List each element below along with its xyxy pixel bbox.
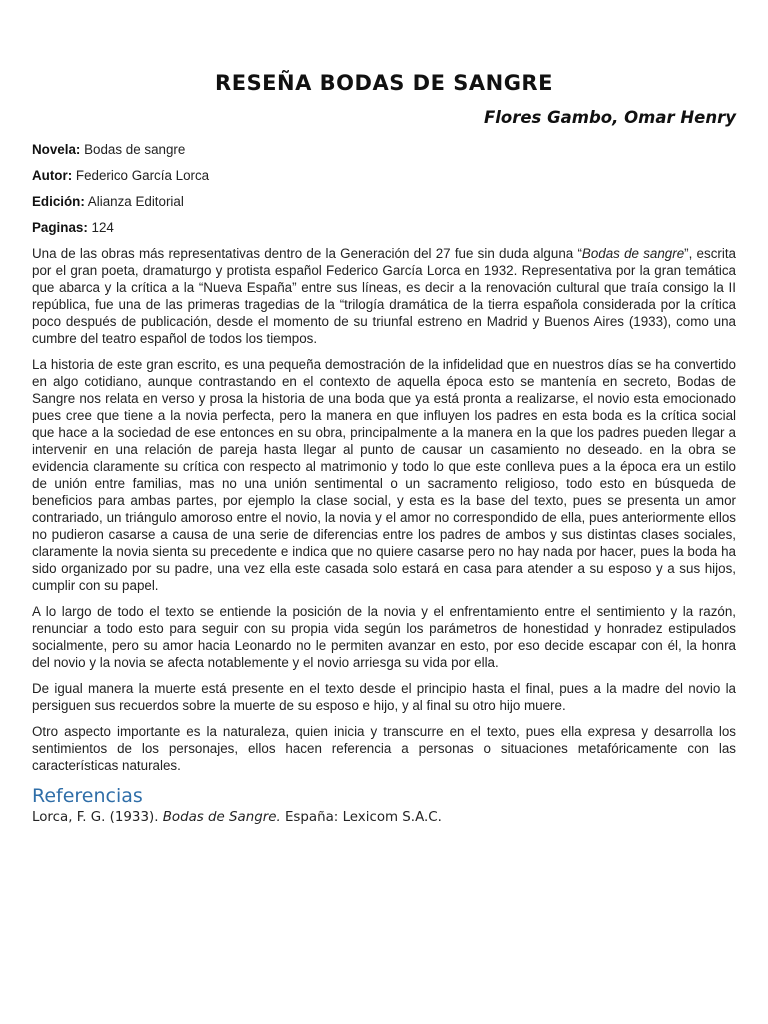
paragraph-intro (32, 245, 736, 347)
paragraph-text: Una de las obras más representativas dentro de la Generación del 27 fue sin duda alguna “ (32, 246, 582, 261)
paragraph-bride: A lo largo de todo el texto se entiende la posición de la novia y el enfrentamiento entre el sentimiento y la razón, renunciar a todo esto para seguir con su propia vida según los parámetros de honestidad y honradez estipulados socialmente, pero su amor hacia Leonardo no le permiten avanzar en esto, por eso decide escapar con él, la honra del novio y la novia se afecta notablemente y el novio arriesga su vida por ella. (32, 604, 736, 670)
reference-text: España: Lexicom S.A.C. (280, 810, 442, 825)
reference-text: Lorca, F. G. (1933). (32, 810, 163, 825)
meta-edicion (32, 193, 736, 210)
references-heading: Referencias (32, 785, 143, 807)
meta-value: 124 (87, 220, 114, 235)
meta-value: Federico García Lorca (72, 168, 210, 183)
meta-value: Bodas de sangre (80, 142, 186, 157)
meta-novela (32, 141, 736, 158)
paragraph-italic-title: Bodas de sangre (581, 246, 685, 261)
meta-label: Paginas: (32, 220, 88, 235)
reference-italic-title: Bodas de Sangre. (162, 810, 281, 825)
meta-label: Autor: (32, 168, 73, 183)
paragraph-text: ”, escrita por el gran poeta, dramaturgo y protista español Federico García Lorca en 1932. Representativa por la gran temática que abarca y la crítica a la “Nueva España” entre sus líneas, es decir a la renovación cultural que traía consigo la II república, fue una de las primeras tragedias de la “trilogía dramática de la tierra española considerada por la crítica poco después de publicación, desde el momento de su triunfal estreno en Madrid y Buenos Aires (1933), como una cumbre del teatro español de todos los tiempos. (32, 246, 736, 346)
paragraph-story: La historia de este gran escrito, es una pequeña demostración de la infidelidad que en nuestros días se ha convertido en algo cotidiano, aunque contrastando en el contexto de aquella época esto se mantenía en secreto, Bodas de Sangre nos relata en verso y prosa la historia de una boda que ya está pronta a realizarse, el novio esta emocionado pues cree que tiene a la novia perfecta, pero la manera en que influyen los padres en esta boda es la crítica social que hace a la sociedad de ese entonces en su obra, principalmente a la manera en la que los padres pueden llegar a intervenir en una relación de pareja hasta llegar al punto de causar un casamiento no deseado. en la obra se evidencia claramente su crítica con respecto al matrimonio y todo lo que este conlleva pues a la época era un estilo de unión entre familias, mas no una unión sentimental o un sacramento religioso, todo esto en búsqueda de beneficios para ambas partes, por ejemplo la clase social, y esta es la base del texto, pues se presenta un amor contrariado, un triángulo amoroso entre el novio, la novia y el amor no correspondido de ella, pues anteriormente ellos no pudieron casarse a causa de una serie de diferencias entre los padres de ambos y sus distintas clases sociales, claramente la novia sienta su precedente e indica que no quiere casarse pero no hay nada por hacer, pues la boda ha sido organizado por su padre, una vez ella este casada solo estará en casa para atender a su esposo y a sus hijos, cumplir con su papel. (32, 357, 736, 593)
reference-entry (32, 809, 736, 827)
paragraph-nature: Otro aspecto importante es la naturaleza, quien inicia y transcurre en el texto, pues ella expresa y desarrolla los sentimientos de los personajes, ellos hacen referencia a personas o situaciones metafóricamente con las características naturales. (32, 724, 736, 773)
document-title: RESEÑA BODAS DE SANGRE (215, 71, 553, 95)
meta-paginas (32, 219, 736, 236)
meta-value: Alianza Editorial (84, 194, 184, 209)
paragraph-death: De igual manera la muerte está presente en el texto desde el principio hasta el final, pues a la madre del novio la persiguen sus recuerdos sobre la muerte de su esposo e hijo, y al final su otro hijo muere. (32, 681, 736, 713)
document-author: Flores Gambo, Omar Henry (483, 108, 736, 127)
meta-label: Novela: (32, 142, 81, 157)
document-page (32, 66, 736, 827)
meta-autor (32, 167, 736, 184)
meta-label: Edición: (32, 194, 85, 209)
